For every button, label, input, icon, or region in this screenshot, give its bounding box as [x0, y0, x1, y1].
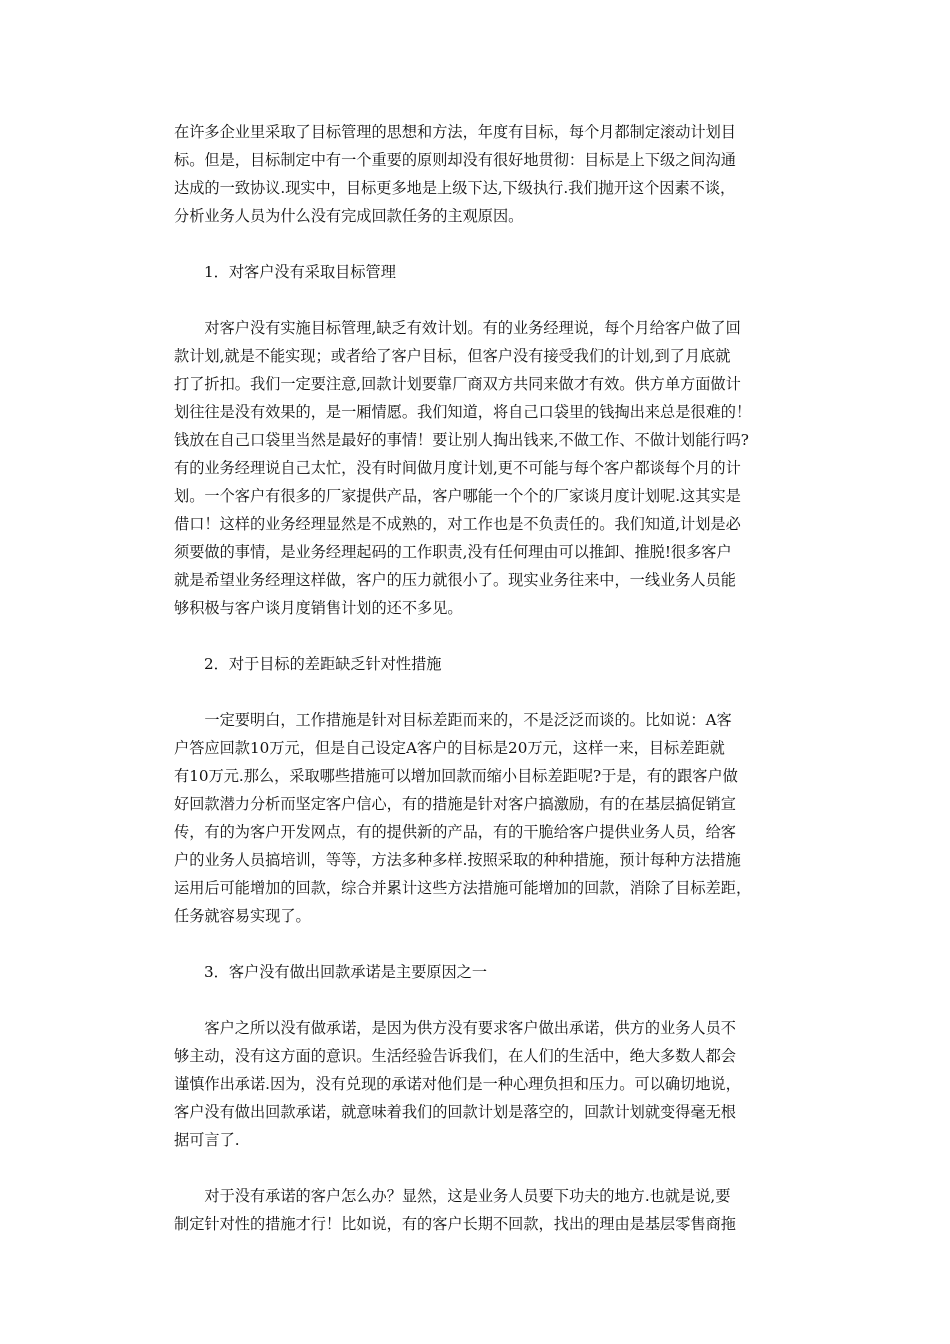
text-line: 分析业务人员为什么没有完成回款任务的主观原因。	[174, 207, 524, 225]
document-page	[174, 118, 814, 1266]
section-heading-2: 2．对于目标的差距缺乏针对性措施	[204, 655, 442, 673]
text-line: 够主动，没有这方面的意识。生活经验告诉我们，在人们的生活中，绝大多数人都会	[174, 1047, 736, 1065]
text-line: 客户没有做出回款承诺，就意味着我们的回款计划是落空的，回款计划就变得毫无根	[174, 1103, 736, 1121]
text-line: 够积极与客户谈月度销售计划的还不多见。	[174, 599, 463, 617]
text-line: 标。但是，目标制定中有一个重要的原则却没有很好地贯彻：目标是上下级之间沟通	[174, 151, 736, 169]
text-line: 须要做的事情，是业务经理起码的工作职责,没有任何理由可以推卸、推脱!很多客户	[174, 543, 732, 561]
text-line: 就是希望业务经理这样做，客户的压力就很小了。现实业务往来中，一线业务人员能	[174, 571, 736, 589]
text-line: 好回款潜力分析而坚定客户信心，有的措施是针对客户搞激励，有的在基层搞促销宣	[174, 795, 736, 813]
section-heading-3: 3．客户没有做出回款承诺是主要原因之一	[204, 963, 488, 981]
text-line: 任务就容易实现了。	[174, 907, 311, 925]
text-line: 达成的一致协议.现实中，目标更多地是上级下达,下级执行.我们抛开这个因素不谈，	[174, 179, 736, 197]
text-line: 有10万元.那么，采取哪些措施可以增加回款而缩小目标差距呢?于是，有的跟客户做	[174, 767, 738, 785]
text-line: 对客户没有实施目标管理,缺乏有效计划。有的业务经理说，每个月给客户做了回	[204, 319, 741, 337]
section-2-paragraph	[174, 706, 814, 930]
text-line: 制定针对性的措施才行！比如说，有的客户长期不回款，找出的理由是基层零售商拖	[174, 1215, 736, 1233]
text-line: 客户之所以没有做承诺，是因为供方没有要求客户做出承诺，供方的业务人员不	[204, 1019, 736, 1037]
text-line: 有的业务经理说自己太忙，没有时间做月度计划,更不可能与每个客户都谈每个月的计	[174, 459, 741, 477]
text-line: 据可言了.	[174, 1131, 240, 1149]
text-line: 对于没有承诺的客户怎么办？显然，这是业务人员要下功夫的地方.也就是说,要	[204, 1187, 731, 1205]
text-line: 打了折扣。我们一定要注意,回款计划要靠厂商双方共同来做才有效。供方单方面做计	[174, 375, 741, 393]
section-3-paragraph	[174, 1014, 814, 1154]
intro-paragraph	[174, 118, 814, 230]
text-line: 借口！这样的业务经理显然是不成熟的，对工作也是不负责任的。我们知道,计划是必	[174, 515, 741, 533]
section-3-followup-paragraph	[174, 1182, 814, 1238]
text-line: 一定要明白，工作措施是针对目标差距而来的，不是泛泛而谈的。比如说：A客	[204, 711, 732, 729]
text-line: 户的业务人员搞培训，等等，方法多种多样.按照采取的种种措施，预计每种方法措施	[174, 851, 741, 869]
text-line: 运用后可能增加的回款，综合并累计这些方法措施可能增加的回款，消除了目标差距，	[174, 879, 752, 897]
text-line: 在许多企业里采取了目标管理的思想和方法，年度有目标，每个月都制定滚动计划目	[174, 123, 736, 141]
text-line: 谨慎作出承诺.因为，没有兑现的承诺对他们是一种心理负担和压力。可以确切地说，	[174, 1075, 741, 1093]
text-line: 传，有的为客户开发网点，有的提供新的产品，有的干脆给客户提供业务人员，给客	[174, 823, 736, 841]
section-1-paragraph	[174, 314, 814, 622]
text-line: 划。一个客户有很多的厂家提供产品，客户哪能一个个的厂家谈月度计划呢.这其实是	[174, 487, 741, 505]
text-line: 划往往是没有效果的，是一厢情愿。我们知道，将自己口袋里的钱掏出来总是很难的！	[174, 403, 752, 421]
text-line: 钱放在自己口袋里当然是最好的事情！要让别人掏出钱来,不做工作、不做计划能行吗?	[174, 431, 749, 449]
section-heading-1: 1．对客户没有采取目标管理	[204, 263, 396, 281]
text-line: 款计划,就是不能实现；或者给了客户目标，但客户没有接受我们的计划,到了月底就	[174, 347, 731, 365]
text-line: 户答应回款10万元，但是自己设定A客户的目标是20万元，这样一来，目标差距就	[174, 739, 725, 757]
